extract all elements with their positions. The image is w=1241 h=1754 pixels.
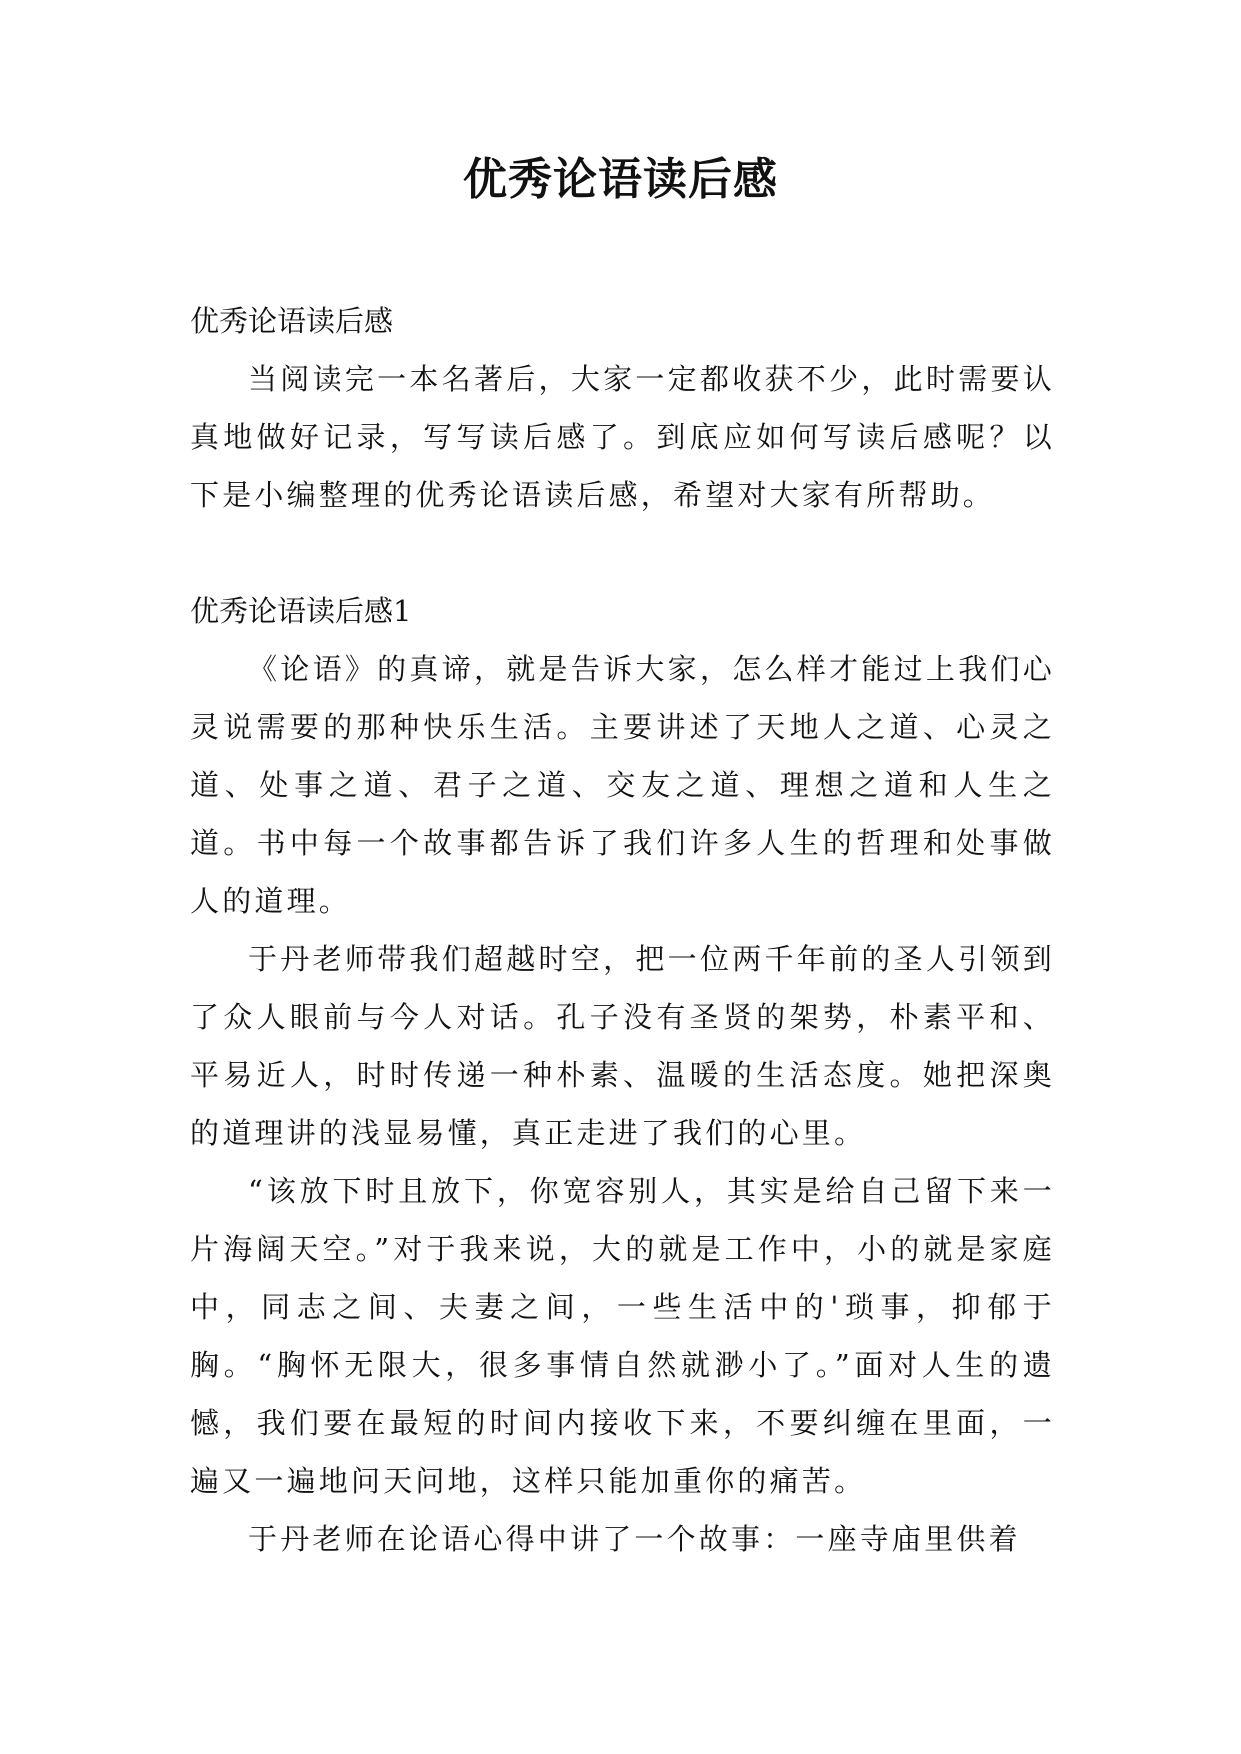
section-paragraph: 于丹老师带我们超越时空，把一位两千年前的圣人引领到了众人眼前与今人对话。孔子没有圣贤的架势，朴素平和、平易近人，时时传递一种朴素、温暖的生活态度。她把深奥的道理讲的浅显易懂，真正走进了我们的心里。 [190, 942, 1055, 1150]
section-spacer [190, 524, 1055, 582]
section-paragraph: 《论语》的真谛，就是告诉大家，怎么样才能过上我们心灵说需要的那种快乐生活。主要讲述了天地人之道、心灵之道、处事之道、君子之道、交友之道、理想之道和人生之道。书中每一个故事都告诉了我们许多人生的哲理和处事做人的道理。 [190, 652, 1055, 918]
section-paragraph: “该放下时且放下，你宽容别人，其实是给自己留下来一片海阔天空。”对于我来说，大的就是工作中，小的就是家庭中，同志之间、夫妻之间，一些生活中的'琐事，抑郁于胸。“胸怀无限大，很多事情自然就渺小了。”面对人生的遗憾，我们要在最短的时间内接收下来，不要纠缠在里面，一遍又一遍地问天问地，这样只能加重你的痛苦。 [190, 1174, 1055, 1498]
section-paragraph: 于丹老师在论语心得中讲了一个故事：一座寺庙里供着 [248, 1522, 1021, 1556]
intro-paragraph: 当阅读完一本名著后，大家一定都收获不少，此时需要认真地做好记录，写写读后感了。到底应如何写读后感呢？以下是小编整理的优秀论语读后感，希望对大家有所帮助。 [190, 362, 1055, 512]
document-title: 优秀论语读后感 [463, 154, 778, 205]
section-heading: 优秀论语读后感1 [190, 594, 412, 628]
document-body [190, 292, 1055, 1568]
intro-heading: 优秀论语读后感 [190, 304, 394, 338]
